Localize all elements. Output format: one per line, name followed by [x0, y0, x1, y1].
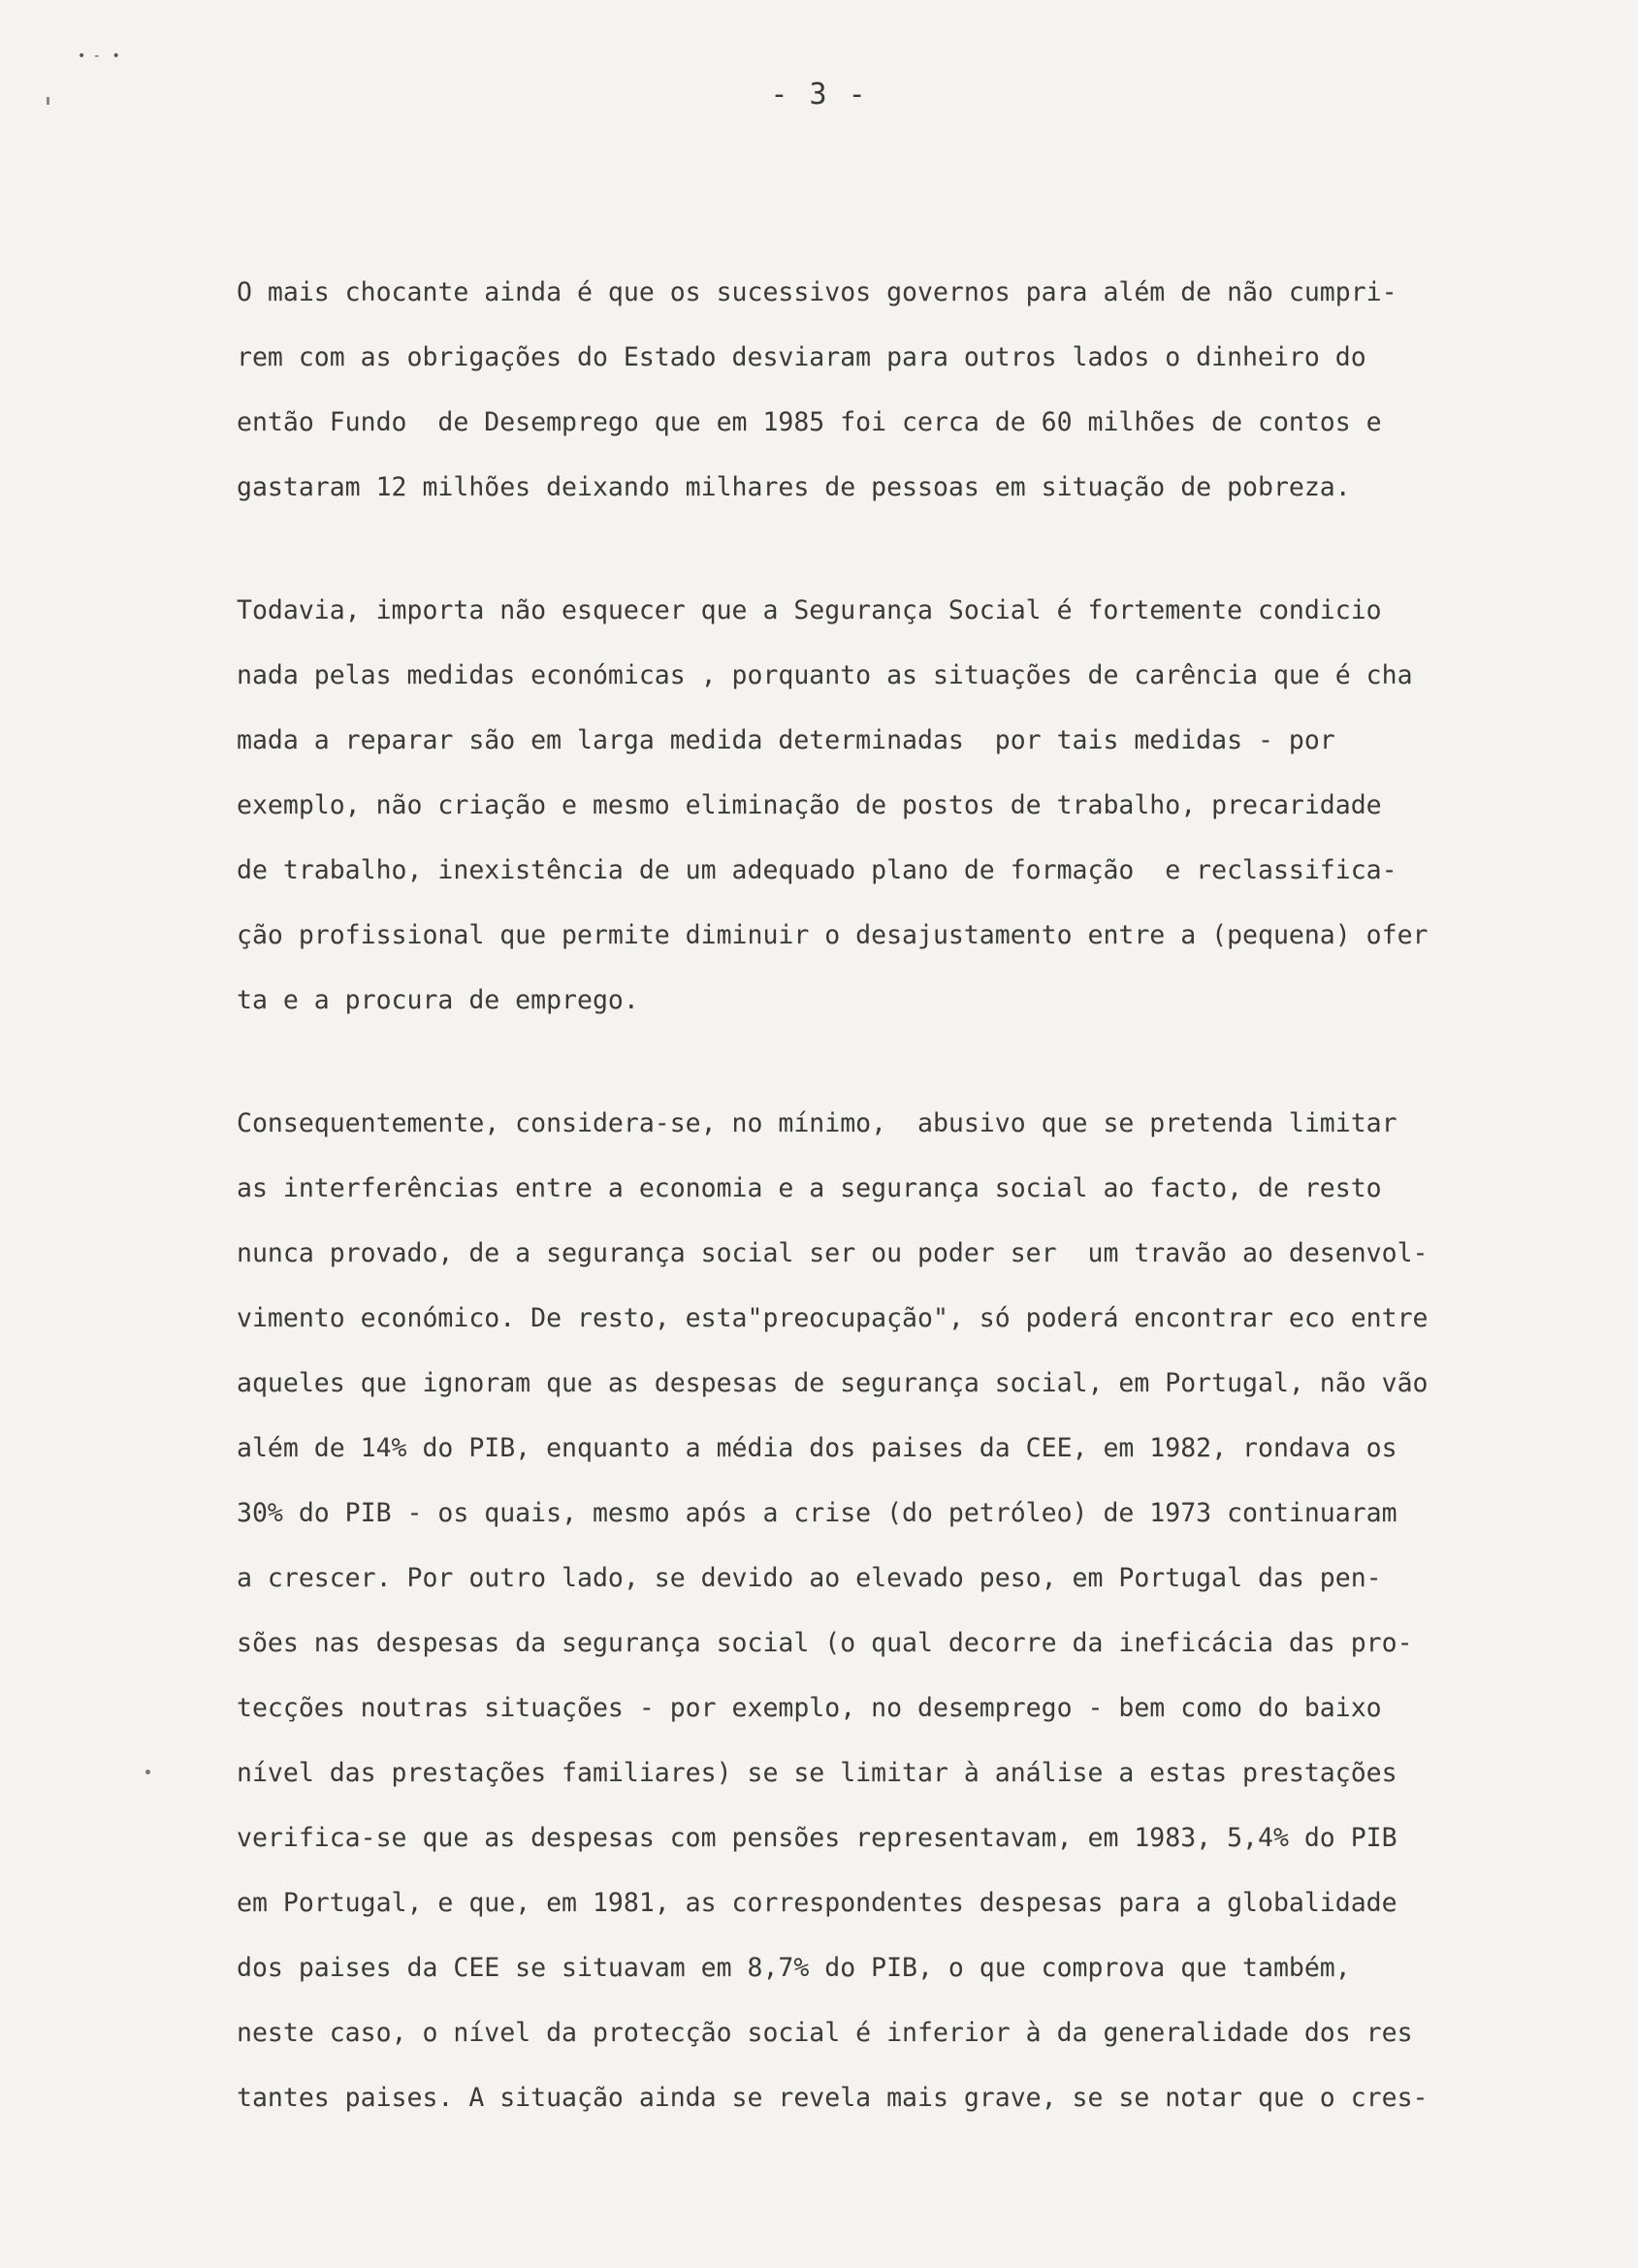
page-number: - 3 - [770, 78, 868, 112]
text-line: em Portugal, e que, em 1981, as correspondentes despesas para a globalidade [237, 1888, 1397, 1918]
corner-specks: • - • [78, 48, 120, 64]
text-line: as interferências entre a economia e a segurança social ao facto, de resto [237, 1173, 1382, 1203]
text-line: além de 14% do PIB, enquanto a média dos paises da CEE, em 1982, rondava os [237, 1433, 1397, 1463]
paragraph [237, 1091, 1497, 2130]
text-line: rem com as obrigações do Estado desviaram para outros lados o dinheiro do [237, 342, 1366, 372]
text-line: ção profissional que permite diminuir o desajustamento entre a (pequena) ofer [237, 920, 1429, 950]
text-line: O mais chocante ainda é que os sucessivos governos para além de não cumpri- [237, 277, 1397, 307]
text-line: vimento económico. De resto, esta"preocupação", só poderá encontrar eco entre [237, 1303, 1429, 1333]
text-line: ta e a procura de emprego. [237, 985, 639, 1015]
text-line: Todavia, importa não esquecer que a Segurança Social é fortemente condicio [237, 595, 1382, 625]
text-line: 30% do PIB - os quais, mesmo após a crise (do petróleo) de 1973 continuaram [237, 1498, 1397, 1528]
text-line: sões nas despesas da segurança social (o qual decorre da ineficácia das pro- [237, 1628, 1413, 1658]
paragraph [237, 260, 1497, 520]
margin-dot [145, 1770, 150, 1774]
text-line: neste caso, o nível da protecção social é inferior à da generalidade dos res [237, 2018, 1413, 2048]
text-line: Consequentemente, considera-se, no mínimo, abusivo que se pretenda limitar [237, 1108, 1397, 1138]
text-line: gastaram 12 milhões deixando milhares de pessoas em situação de pobreza. [237, 472, 1351, 502]
text-line: a crescer. Por outro lado, se devido ao elevado peso, em Portugal das pen- [237, 1563, 1382, 1593]
text-line: então Fundo de Desemprego que em 1985 foi cerca de 60 milhões de contos e [237, 407, 1382, 437]
text-line: nível das prestações familiares) se se limitar à análise a estas prestações [237, 1758, 1397, 1788]
text-line: nunca provado, de a segurança social ser ou poder ser um travão ao desenvol- [237, 1238, 1429, 1268]
paragraph [237, 578, 1497, 1033]
text-line: mada a reparar são em larga medida determinadas por tais medidas - por [237, 725, 1335, 755]
text-line: tantes paises. A situação ainda se revela mais grave, se se notar que o cres- [237, 2083, 1429, 2113]
text-line: tecções noutras situações - por exemplo, no desemprego - bem como do baixo [237, 1693, 1382, 1723]
text-line: dos paises da CEE se situavam em 8,7% do PIB, o que comprova que também, [237, 1953, 1351, 1983]
text-line: aqueles que ignoram que as despesas de segurança social, em Portugal, não vão [237, 1368, 1429, 1398]
text-line: verifica-se que as despesas com pensões representavam, em 1983, 5,4% do PIB [237, 1823, 1397, 1853]
text-line: nada pelas medidas económicas , porquanto as situações de carência que é cha [237, 660, 1413, 690]
text-line: exemplo, não criação e mesmo eliminação de postos de trabalho, precaridade [237, 790, 1382, 820]
text-line: de trabalho, inexistência de um adequado plano de formação e reclassifica- [237, 855, 1397, 885]
